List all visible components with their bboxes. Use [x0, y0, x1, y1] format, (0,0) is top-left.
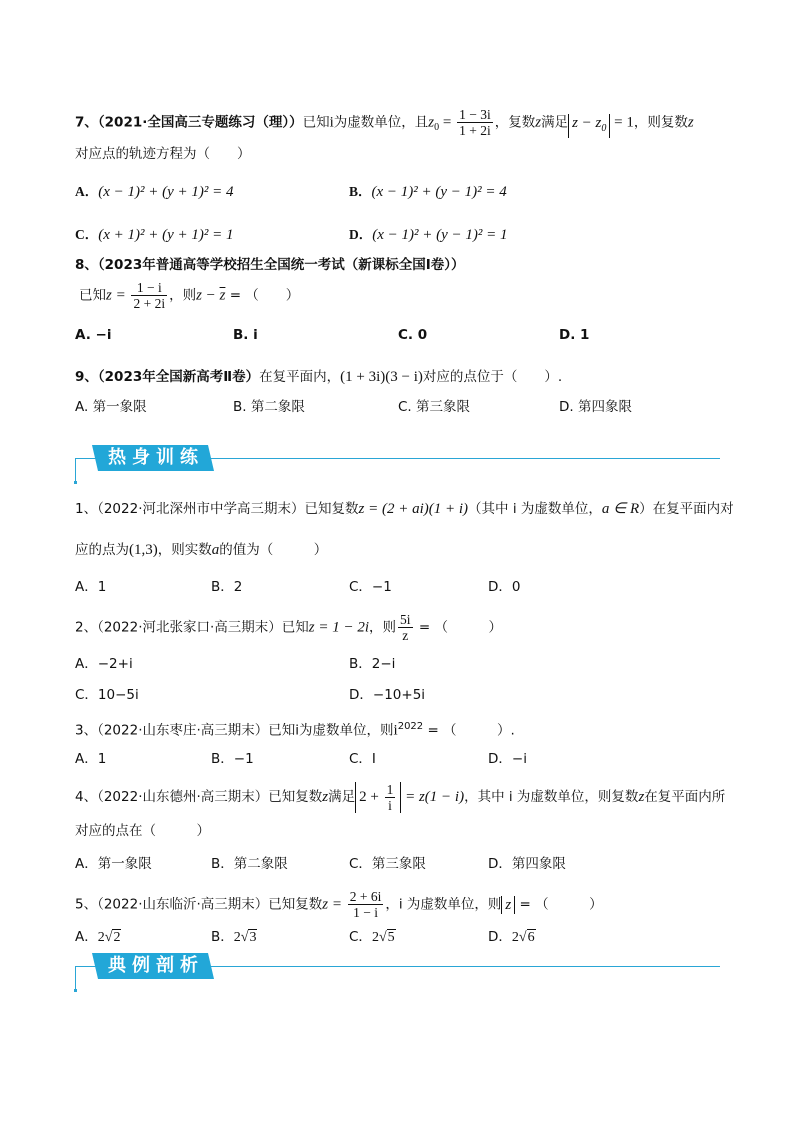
warmup-banner-dot: [74, 481, 77, 484]
w5-option-a-rad: 2: [113, 930, 121, 945]
q7-line1: [75, 107, 694, 138]
warmup-banner-left-rule: [75, 458, 76, 482]
w5-option-d-coef: 2: [511, 930, 519, 945]
w2-expr: z = 1 − 2i: [308, 619, 370, 636]
example-banner-dot: [74, 989, 77, 992]
q8-frac-den: 2 + 2i: [133, 296, 166, 311]
w1-expr: z = (2 + ai)(1 + i): [358, 501, 469, 517]
w5-option-c-label: C．: [349, 929, 372, 945]
w4-abs: [355, 782, 401, 813]
w1-a: a: [211, 542, 220, 558]
q7-option-c: [75, 223, 234, 244]
q8-option-b: B. i: [233, 327, 258, 343]
q8-text-a: 已知: [79, 287, 106, 304]
example-banner-left-rule: [75, 966, 76, 990]
q7-abs-expr: z − z: [572, 114, 602, 131]
w1-option-d: D．0: [488, 579, 521, 595]
w5-option-a-coef: 2: [97, 930, 105, 945]
q7-option-a-label: A．: [75, 184, 99, 199]
q9-expr: (1 + 3i)(3 − i): [340, 369, 423, 385]
w2-option-b: B．2−i: [349, 656, 396, 672]
w3-option-a: A．1: [75, 751, 107, 767]
q9-number: 9、: [75, 369, 98, 385]
q7-abs-sub: 0: [601, 122, 607, 134]
w4-option-a: A．第一象限: [75, 856, 152, 872]
w5-lhs: z =: [322, 896, 346, 913]
w5-option-b-label: B．: [211, 929, 234, 945]
w5-option-b-value: 2√3: [233, 930, 257, 945]
q8-frac-num: 1 − i: [136, 280, 162, 295]
w4-rhs: = z(1 − i): [401, 788, 465, 805]
q7-option-a: [75, 180, 234, 201]
q7-option-c-text: (x + 1)² + (y + 1)² = 1: [98, 227, 234, 243]
w4-abs-lead: 2 +: [359, 788, 383, 805]
q8-zbar: $\overline{z}$: [219, 287, 226, 304]
q7-option-c-label: C．: [75, 227, 99, 242]
w1-option-b: B．2: [211, 579, 243, 595]
q8-number: 8、: [75, 257, 98, 273]
w5-stem: [75, 889, 603, 920]
w3-option-c: C．I: [349, 751, 376, 767]
w4-frac-den: i: [385, 797, 396, 813]
q7-option-b-label: B．: [349, 184, 372, 199]
w1-line1-c: ）在复平面内对: [639, 501, 734, 517]
q8-text-c: = （ ）: [225, 287, 300, 304]
w5-option-b: [211, 928, 257, 947]
q7-text-f: ，则复数: [633, 114, 688, 131]
q8-expr: z −: [196, 287, 220, 304]
w5-option-c-coef: 2: [371, 930, 379, 945]
q7-text-c: ，复数: [494, 114, 536, 131]
q9-option-b: B. 第二象限: [233, 399, 305, 415]
w5-line-a: 5、（2022·山东临沂·高三期末）已知复数: [75, 896, 323, 913]
w2-line-c: = （ ）: [414, 619, 502, 636]
q8-header: [75, 256, 465, 274]
w4-option-d: D．第四象限: [488, 856, 566, 872]
w1-line2-c: 的值为（ ）: [219, 542, 328, 558]
q9-option-c: C. 第三象限: [398, 399, 471, 415]
w5-option-c-value: 2√5: [371, 930, 395, 945]
q8-stem: [79, 280, 299, 311]
w5-fraction: [348, 889, 384, 920]
q8-option-d: D. 1: [559, 327, 590, 343]
w4-line1: [75, 782, 725, 813]
w3-line-a: 3、（2022·山东枣庄·高三期末）已知i为虚数单位，则: [75, 722, 394, 739]
q9-text-b: 对应的点位于（ ）.: [422, 369, 563, 385]
q8-option-a: A. −i: [75, 327, 112, 343]
w5-frac-num: 2 + 6i: [349, 889, 382, 904]
w1-line1-a: 1、（2022·河北深州市中学高三期末）已知复数: [75, 501, 359, 517]
w3-stem: [75, 718, 515, 740]
q7-option-d: [349, 223, 508, 244]
q7-option-d-label: D．: [349, 227, 373, 242]
q9-stem: [75, 368, 562, 386]
w1-line2-a: 应的点为: [75, 542, 129, 558]
q8-text-b: ，则: [169, 287, 197, 304]
w4-frac-num: 1: [386, 782, 394, 797]
w3-base: i: [393, 722, 398, 739]
w2-option-a: A．−2+i: [75, 656, 133, 672]
w1-option-c: C．−1: [349, 579, 392, 595]
w4-line1-a: 4、（2022·山东德州·高三期末）已知复数: [75, 788, 323, 805]
w5-option-d: [488, 928, 536, 947]
w2-frac-num: 5i: [400, 612, 411, 627]
w2-frac-den: z: [398, 627, 413, 643]
w5-option-b-coef: 2: [233, 930, 241, 945]
w5-option-b-rad: 3: [249, 930, 257, 945]
q7-z0: z: [428, 114, 435, 131]
w1-line2: [75, 541, 327, 559]
q7-abs: [568, 114, 610, 138]
q7-source: （2021·全国高三专题练习（理））: [97, 114, 303, 131]
w5-option-d-rad: 6: [527, 930, 535, 945]
q8-lhs: z =: [106, 287, 130, 304]
w5-frac-den: 1 − i: [348, 904, 384, 920]
q7-option-b: [349, 180, 507, 201]
q7-number: 7、: [75, 114, 98, 131]
q7-option-a-text: (x − 1)² + (y + 1)² = 4: [98, 184, 234, 200]
w3-line-b: = （ ）.: [423, 722, 515, 739]
q7-i: i: [329, 114, 334, 131]
w5-option-c: [349, 928, 396, 947]
q7-text-b: 为虚数单位，且: [333, 114, 429, 131]
q7-frac-num: 1 − 3i: [459, 107, 491, 122]
w5-option-a: [75, 928, 121, 947]
w5-option-a-label: A．: [75, 929, 98, 945]
q9-source: （2023年全国新高考Ⅱ卷）: [97, 369, 260, 385]
q8-option-c: C. 0: [398, 327, 428, 343]
w4-z: z: [322, 788, 329, 805]
q7-option-d-text: (x − 1)² + (y − 1)² = 1: [372, 227, 508, 243]
q7-fraction: [457, 107, 493, 138]
q7-text-e: = 1: [610, 114, 634, 131]
w5-line-c: = （ ）: [515, 896, 603, 913]
w4-line1-c: ，其中 i 为虚数单位，则复数: [464, 788, 639, 805]
q7-z0-sub: 0: [434, 122, 440, 134]
w3-exp: 2022: [397, 721, 424, 732]
q8-source: （2023年普通高等学校招生全国统一考试（新课标全国Ⅰ卷））: [97, 257, 465, 273]
q9-text-a: 在复平面内，: [259, 369, 341, 385]
q7-eq: =: [439, 114, 456, 131]
w2-line-b: ，则: [369, 619, 397, 636]
w4-z2: z: [638, 788, 645, 805]
w2-option-c: C．10−5i: [75, 687, 139, 703]
w4-fraction: [385, 782, 396, 813]
w1-point: (1,3): [129, 542, 158, 558]
w4-line1-d: 在复平面内所: [644, 788, 726, 805]
q7-z: z: [535, 114, 542, 131]
w4-option-b: B．第二象限: [211, 856, 288, 872]
w1-line2-b: ，则实数: [157, 542, 212, 558]
w5-option-a-value: 2√2: [97, 930, 121, 945]
w2-fraction: [398, 612, 413, 643]
w5-option-c-rad: 5: [387, 930, 395, 945]
w5-option-d-label: D．: [488, 929, 512, 945]
w3-option-d: D．−i: [488, 751, 527, 767]
q7-option-b-text: (x − 1)² + (y − 1)² = 4: [371, 184, 507, 200]
w5-absz: z: [501, 896, 515, 914]
w1-line1-b: （其中 i 为虚数单位，: [468, 501, 602, 517]
q7-frac-den: 1 + 2i: [459, 123, 491, 138]
w2-option-d: D．−10+5i: [349, 687, 426, 703]
w1-line1: [75, 500, 734, 518]
w2-line-a: 2、（2022·河北张家口·高三期末）已知: [75, 619, 309, 636]
q7-line2: 对应点的轨迹方程为（ ）: [75, 146, 251, 162]
w5-option-d-value: 2√6: [511, 930, 535, 945]
w5-line-b: ，i 为虚数单位，则: [385, 896, 502, 913]
w4-line2: 对应的点在（ ）: [75, 823, 210, 839]
q9-option-a: A. 第一象限: [75, 399, 147, 415]
w1-option-a: A．1: [75, 579, 107, 595]
w2-stem: [75, 612, 502, 643]
example-banner-title: 典例剖析: [98, 953, 208, 979]
q7-z2: z: [687, 114, 694, 131]
q9-option-d: D. 第四象限: [559, 399, 632, 415]
warmup-banner-title: 热身训练: [98, 445, 208, 471]
q8-fraction: [131, 280, 167, 311]
w4-option-c: C．第三象限: [349, 856, 426, 872]
w4-line1-b: 满足: [328, 788, 356, 805]
q7-text-a: 已知: [302, 114, 330, 131]
w1-cond: a ∈ R: [601, 501, 640, 517]
w3-option-b: B．−1: [211, 751, 254, 767]
q7-text-d: 满足: [541, 114, 569, 131]
